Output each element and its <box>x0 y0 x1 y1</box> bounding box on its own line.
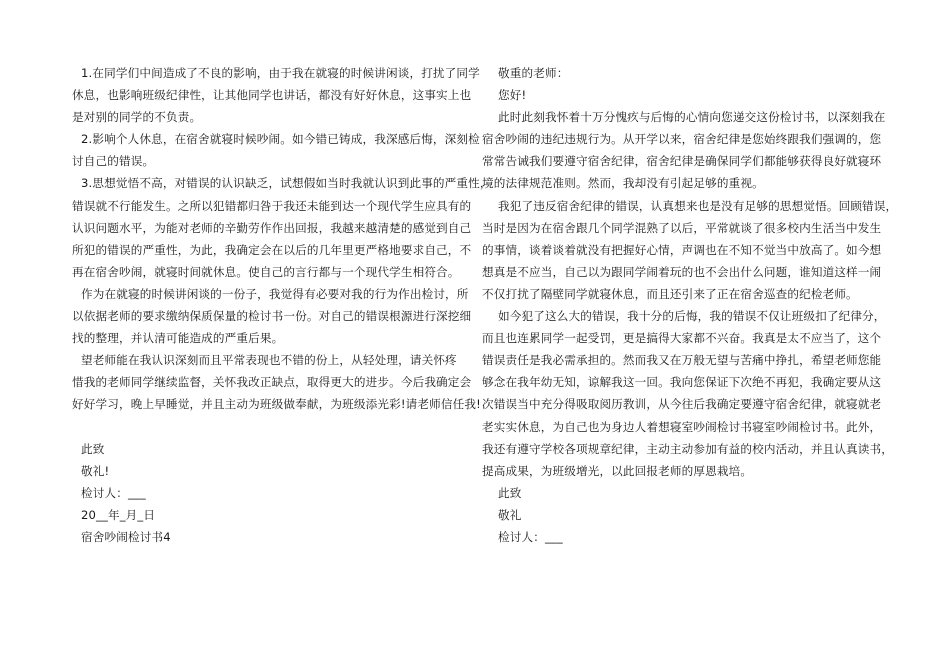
paragraph-line: 2.影响个人休息，在宿舍就寝时候吵闹。如今错已铸成，我深感后悔，深刻检 <box>81 132 480 147</box>
greeting-line: 敬重的老师： <box>498 66 569 80</box>
paragraph-line: 1.在同学们中间造成了不良的影响，由于我在就寝的时候讲闲谈，打扰了同学 <box>81 66 480 80</box>
date-line: 20__年_月_日 <box>81 507 156 522</box>
paragraph-line: 我还有遵守学校各项规章纪律，主动主动参加有益的校内活动，并且认真读书， <box>482 441 894 456</box>
paragraph-line: 次错误当中充分得吸取阅历教训，从今往后我确定要遵守宿舍纪律，就寝就老 <box>482 397 882 412</box>
paragraph-line: 错误就不行能发生。之所以犯错都归咎于我还未能到达一个现代学生应具有的 <box>72 198 472 213</box>
signature-line: 检讨人：___ <box>81 485 146 500</box>
paragraph-line: 境的法律规范准则。然而，我却没有引起足够的重视。 <box>482 176 764 191</box>
paragraph-line: 休息，也影响班级纪律性，让其他同学也讲话，都没有好好休息，这事实上也 <box>72 88 472 103</box>
paragraph-line: 是对别的同学的不负责。 <box>72 110 202 125</box>
paragraph-line: 3.思想觉悟不高，对错误的认识缺乏，试想假如当时我就认识到此事的严重性， <box>81 176 492 191</box>
paragraph-line: 好好学习，晚上早睡觉，并且主动为班级做奉献，为班级添光彩!请老师信任我! <box>72 397 481 412</box>
paragraph-line: 望老师能在我认识深刻而且平常表现也不错的份上，从轻处理，请关怀疼 <box>81 353 457 368</box>
salutation-line: 敬礼 <box>498 507 522 522</box>
right-column <box>482 62 898 548</box>
paragraph-line: 如今犯了这么大的错误，我十分的后悔，我的错误不仅让班级扣了纪律分， <box>498 309 886 324</box>
greeting-line: 您好! <box>498 88 527 103</box>
paragraph-line: 够念在我年幼无知，谅解我这一回。我向您保证下次绝不再犯，我确定要从这 <box>482 375 882 390</box>
closing-line: 此致 <box>81 441 105 456</box>
paragraph-line: 常常告诫我们要遵守宿舍纪律，宿舍纪律是确保同学们都能够获得良好就寝环 <box>482 154 882 169</box>
signature-line: 检讨人：___ <box>498 529 563 544</box>
paragraph-line: 当时是因为在宿舍跟几个同学混熟了以后，平常就谈了很多校内生活当中发生 <box>482 220 882 235</box>
paragraph-line: 认识问题水平，为能对老师的辛勤劳作作出回报，我越来越清楚的感觉到自己 <box>72 220 472 235</box>
closing-line: 此致 <box>498 485 522 500</box>
paragraph-line: 再在宿舍吵闹，就寝时间就休息。使自己的言行都与一个现代学生相符合。 <box>72 264 460 279</box>
blank-line <box>72 416 482 438</box>
paragraph-line: 不仅打扰了隔壁同学就寝休息，而且还引来了正在宿舍巡查的纪检老师。 <box>482 286 858 301</box>
paragraph-line: 找的整理，并认清可能造成的严重后果。 <box>72 331 284 346</box>
paragraph-line: 讨自己的错误。 <box>72 154 155 169</box>
paragraph-line: 宿舍吵闹的违纪违规行为。从开学以来，宿舍纪律是您始终跟我们强调的，您 <box>482 132 882 147</box>
paragraph-line: 提高成果，为班级增光，以此回报老师的厚恩栽培。 <box>482 463 753 478</box>
paragraph-line: 我犯了违反宿舍纪律的错误，认真想来也是没有足够的思想觉悟。回顾错误， <box>498 198 898 213</box>
section-heading: 宿舍吵闹检讨书4 <box>81 529 171 544</box>
paragraph-line: 惜我的老师同学继续监督，关怀我改正缺点，取得更大的进步。今后我确定会 <box>72 375 472 390</box>
paragraph-line: 以依据老师的要求缴纳保质保量的检讨书一份。对自己的错误根源进行深挖细 <box>72 309 472 324</box>
paragraph-line: 的事情，谈着谈着就没有把握好心情，声调也在不知不觉当中放高了。如今想 <box>482 242 882 257</box>
paragraph-line: 错误责任是我必需承担的。然而我又在万般无望与苦痛中挣扎，希望老师您能 <box>482 353 882 368</box>
paragraph-line: 此时此刻我怀着十万分愧疚与后悔的心情向您递交这份检讨书，以深刻我在 <box>498 110 886 125</box>
left-column <box>72 62 492 548</box>
paragraph-line: 所犯的错误的严重性，为此，我确定会在以后的几年里更严格地要求自己，不 <box>72 242 472 257</box>
salutation-line: 敬礼! <box>81 463 110 478</box>
paragraph-line: 而且也连累同学一起受罚，更是搞得大家都不兴奋。我真是太不应当了，这个 <box>482 331 882 346</box>
paragraph-line: 老实实休息，为自己也为身边人着想寝室吵闹检讨书寝室吵闹检讨书。此外， <box>482 419 882 434</box>
paragraph-line: 想真是不应当，自己以为跟同学闹着玩的也不会出什么问题，谁知道这样一闹 <box>482 264 882 279</box>
paragraph-line: 作为在就寝的时候讲闲谈的一份子，我觉得有必要对我的行为作出检讨，所 <box>81 286 469 301</box>
